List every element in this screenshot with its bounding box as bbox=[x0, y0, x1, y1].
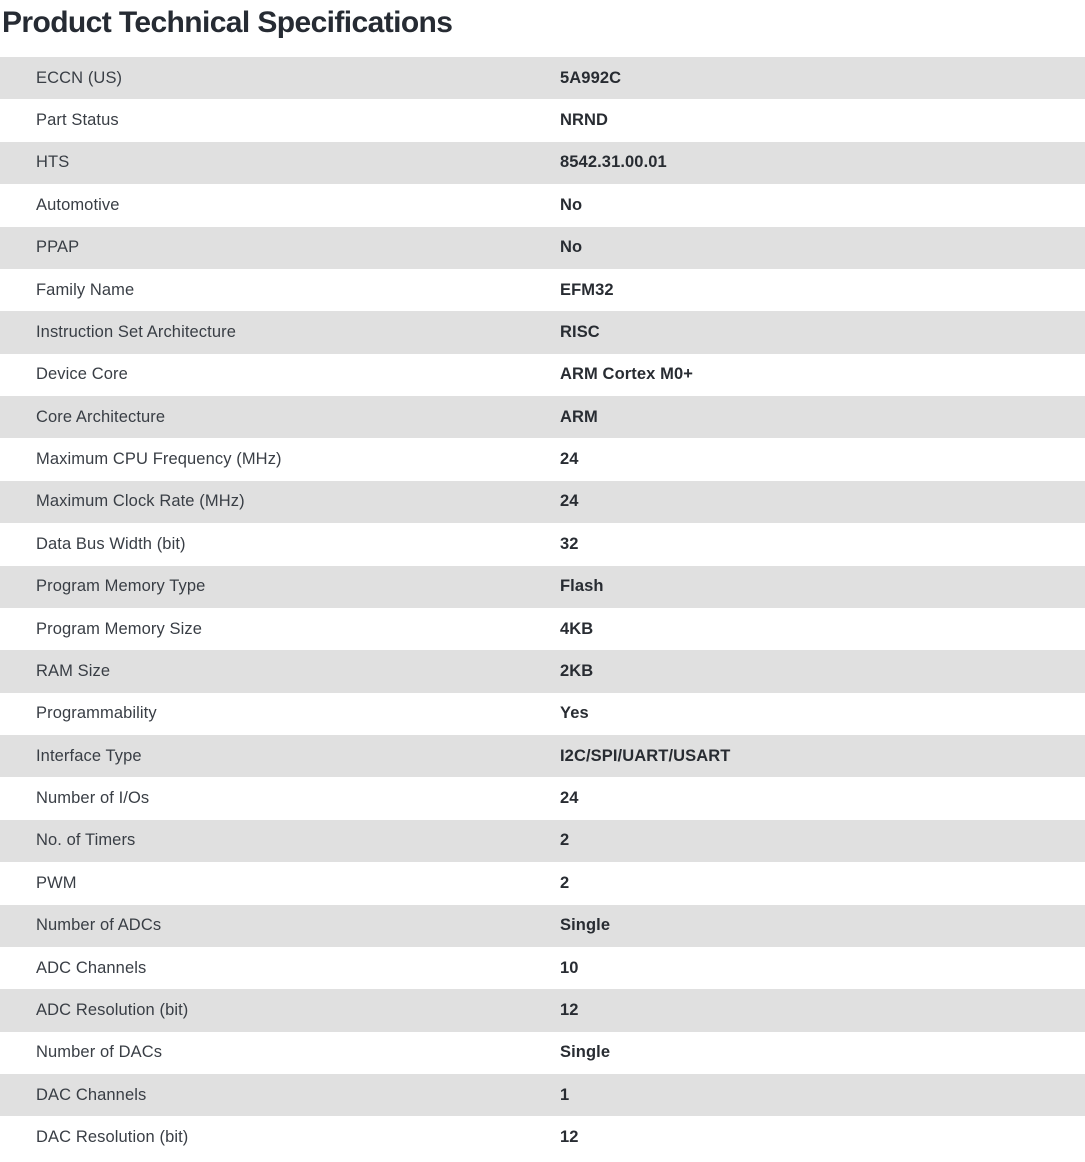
spec-label: ADC Channels bbox=[36, 958, 147, 977]
spec-label: PPAP bbox=[36, 238, 80, 257]
table-row bbox=[0, 523, 1085, 565]
spec-value: Single bbox=[560, 916, 611, 935]
spec-value: 24 bbox=[560, 450, 579, 469]
spec-label: ECCN (US) bbox=[36, 68, 123, 87]
spec-label: DAC Resolution (bit) bbox=[36, 1128, 189, 1147]
table-row bbox=[0, 1032, 1085, 1074]
spec-value: Single bbox=[560, 1043, 611, 1062]
table-row bbox=[0, 57, 1085, 99]
table-row bbox=[0, 1074, 1085, 1116]
table-row bbox=[0, 650, 1085, 692]
table-row bbox=[0, 820, 1085, 862]
spec-value: 24 bbox=[560, 492, 579, 511]
spec-label: Device Core bbox=[36, 365, 128, 384]
table-row bbox=[0, 99, 1085, 141]
spec-value: No bbox=[560, 195, 583, 214]
spec-value: 4KB bbox=[560, 619, 594, 638]
spec-value: RISC bbox=[560, 322, 600, 341]
spec-value: ARM Cortex M0+ bbox=[560, 365, 693, 384]
table-row bbox=[0, 735, 1085, 777]
spec-label: Number of I/Os bbox=[36, 789, 150, 808]
spec-label: Data Bus Width (bit) bbox=[36, 534, 186, 553]
spec-value: 32 bbox=[560, 534, 579, 553]
table-row bbox=[0, 777, 1085, 819]
spec-value: ARM bbox=[560, 407, 598, 426]
spec-value: 12 bbox=[560, 1000, 579, 1019]
spec-label: Instruction Set Architecture bbox=[36, 322, 236, 341]
table-row bbox=[0, 311, 1085, 353]
spec-value: 2 bbox=[560, 831, 570, 850]
table-row bbox=[0, 905, 1085, 947]
table-row bbox=[0, 142, 1085, 184]
spec-label: Part Status bbox=[36, 111, 119, 130]
table-row bbox=[0, 396, 1085, 438]
table-row bbox=[0, 862, 1085, 904]
spec-value: Yes bbox=[560, 704, 589, 723]
spec-label: PWM bbox=[36, 873, 77, 892]
table-row bbox=[0, 1116, 1085, 1158]
table-row bbox=[0, 269, 1085, 311]
spec-label: Maximum CPU Frequency (MHz) bbox=[36, 450, 282, 469]
spec-label: Number of DACs bbox=[36, 1043, 163, 1062]
spec-value: 1 bbox=[560, 1085, 570, 1104]
table-row bbox=[0, 947, 1085, 989]
spec-label: HTS bbox=[36, 153, 70, 172]
spec-value: Flash bbox=[560, 577, 604, 596]
spec-value: 2KB bbox=[560, 661, 594, 680]
spec-label: Family Name bbox=[36, 280, 135, 299]
table-row bbox=[0, 693, 1085, 735]
spec-value: 8542.31.00.01 bbox=[560, 153, 667, 172]
table-row bbox=[0, 608, 1085, 650]
spec-value: EFM32 bbox=[560, 280, 614, 299]
spec-value: NRND bbox=[560, 111, 609, 130]
spec-value: 12 bbox=[560, 1128, 579, 1147]
spec-label: ADC Resolution (bit) bbox=[36, 1000, 189, 1019]
page-title: Product Technical Specifications bbox=[2, 6, 453, 39]
spec-value: 5A992C bbox=[560, 68, 622, 87]
table-row bbox=[0, 227, 1085, 269]
table-row bbox=[0, 481, 1085, 523]
table-row bbox=[0, 566, 1085, 608]
table-row bbox=[0, 354, 1085, 396]
spec-label: No. of Timers bbox=[36, 831, 136, 850]
spec-value: 10 bbox=[560, 958, 579, 977]
spec-value: 24 bbox=[560, 789, 579, 808]
table-row bbox=[0, 184, 1085, 226]
spec-label: Core Architecture bbox=[36, 407, 166, 426]
spec-label: Maximum Clock Rate (MHz) bbox=[36, 492, 245, 511]
spec-value: I2C/SPI/UART/USART bbox=[560, 746, 731, 765]
spec-table bbox=[0, 57, 1085, 1159]
table-row bbox=[0, 989, 1085, 1031]
spec-label: Interface Type bbox=[36, 746, 142, 765]
table-row bbox=[0, 438, 1085, 480]
spec-label: Automotive bbox=[36, 195, 120, 214]
spec-label: RAM Size bbox=[36, 661, 111, 680]
spec-value: No bbox=[560, 238, 583, 257]
spec-label: DAC Channels bbox=[36, 1085, 147, 1104]
spec-label: Number of ADCs bbox=[36, 916, 162, 935]
spec-label: Program Memory Size bbox=[36, 619, 203, 638]
spec-label: Program Memory Type bbox=[36, 577, 206, 596]
spec-value: 2 bbox=[560, 873, 570, 892]
spec-label: Programmability bbox=[36, 704, 157, 723]
